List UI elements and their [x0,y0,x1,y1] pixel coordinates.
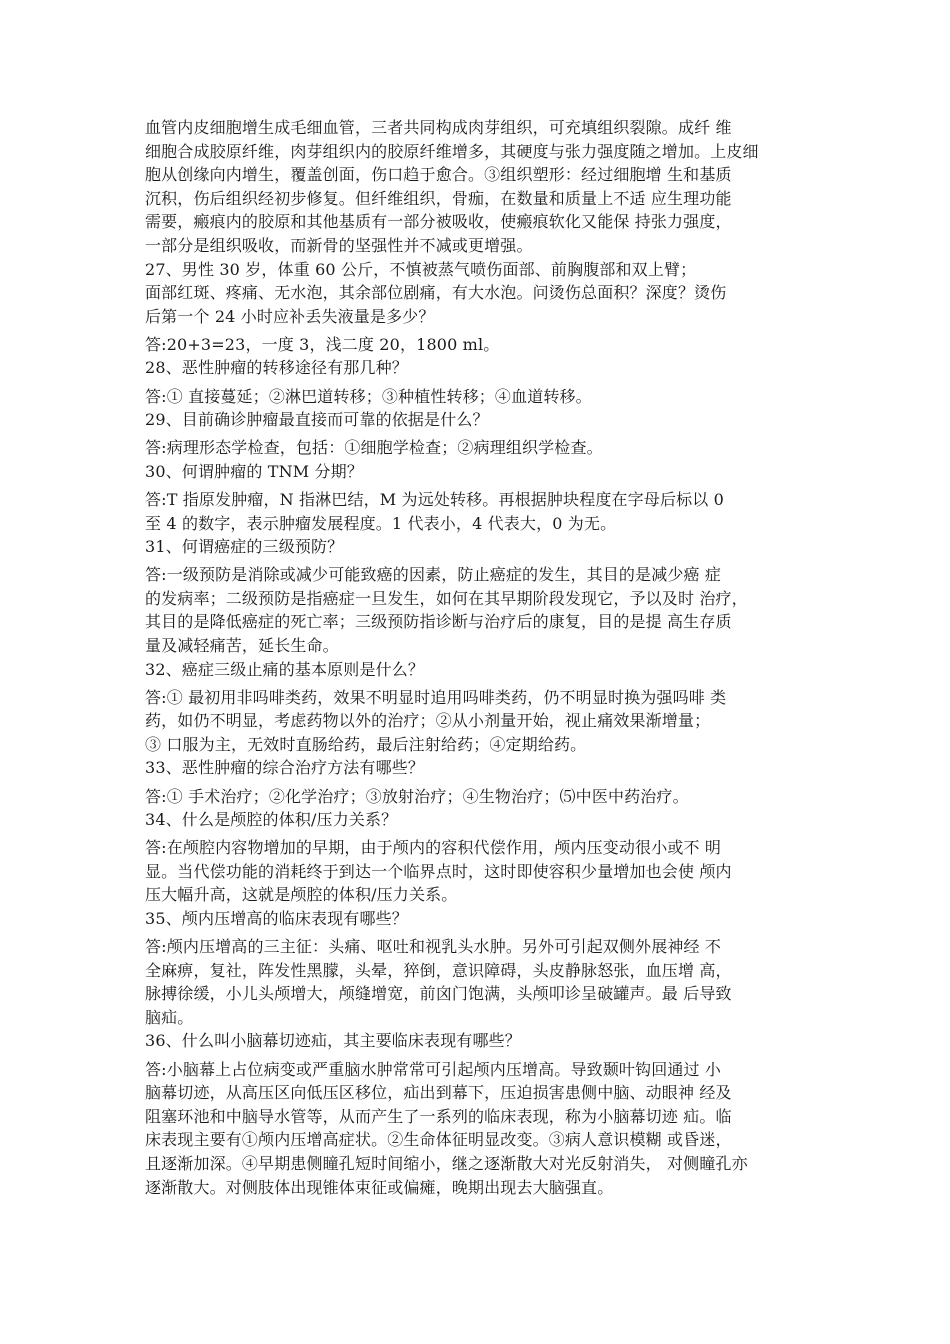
qa-item-27 [145,258,840,357]
answer-line: 至 4 的数字，表示肿瘤发展程度。1 代表小，4 代表大，0 为无。 [145,513,617,533]
answer-line: 全麻痹，复社，阵发性黑朦，头晕，猝倒，意识障碍，头皮静脉怒张，血压增 高， [145,960,732,980]
answer-line: 答:颅内压增高的三主征：头痛、呕吐和视乳头水肿。另外可引起双侧外展神经 不 [145,937,722,957]
answer-line: 脉搏徐缓，小儿头颅增大，颅缝增宽，前囟门饱满，头颅叩诊呈破罐声。最 后导致 [145,984,732,1004]
answer-28: 答:① 直接蔓延；②淋巴道转移；③种植性转移；④血道转移。 [145,386,592,406]
intro-paragraph [145,116,840,258]
answer-line: 脑疝。 [145,1007,194,1027]
text-line: 一部分是组织吸收，而新骨的坚强性并不减或更增强。 [145,235,533,255]
answer-line: 显。当代偿功能的消耗终于到达一个临界点时，这时即使容积少量增加也会使 颅内 [145,861,732,881]
question-36: 36、什么叫小脑幕切迹疝，其主要临床表现有哪些？ [145,1031,521,1051]
document-page [145,116,840,1199]
qa-item-36 [145,1029,840,1199]
qa-item-35 [145,907,840,1029]
answer-line: 答:一级预防是消除或减少可能致癌的因素，防止癌症的发生，其目的是减少癌 症 [145,565,722,585]
question-32: 32、癌症三级止痛的基本原则是什么？ [145,659,425,679]
qa-item-32 [145,658,840,757]
answer-line: 答:20+3=23，一度 3，浅二度 20，1800 ml。 [145,334,500,354]
qa-item-28 [145,356,840,408]
answer-line: 答:在颅腔内容物增加的早期，由于颅内的容积代偿作用，颅内压变动很小或不 明 [145,838,722,858]
question-34: 34、什么是颅腔的体积/压力关系？ [145,810,398,830]
qa-item-29 [145,408,840,460]
text-line: 细胞合成胶原纤维，肉芽组织内的胶原纤维增多，其硬度与张力强度随之增加。上皮细 [145,141,759,161]
answer-line: 答:T 指原发肿瘤，N 指淋巴结，M 为远处转移。再根据肿块程度在字母后标以 0 [145,489,724,509]
answer-line: 答:① 最初用非吗啡类药，效果不明显时追用吗啡类药，仍不明显时换为强吗啡 类 [145,687,727,707]
answer-line: 量及减轻痛苦，延长生命。 [145,635,339,655]
answer-line: 且逐渐加深。④早期患侧瞳孔短时间缩小，继之逐渐散大对光反射消失， 对侧瞳孔亦 [145,1153,748,1173]
answer-line: 逐渐散大。对侧肢体出现锥体束征或偏瘫，晚期出现去大脑强直。 [145,1177,614,1197]
text-line: 胞从创缘向内增生，覆盖创面，伤口趋于愈合。③组织塑形：经过细胞增 生和基质 [145,165,732,185]
question-33: 33、恶性肿瘤的综合治疗方法有哪些？ [145,758,425,778]
answer-line: 的发病率；二级预防是指癌症一旦发生，如何在其早期阶段发现它，予以及时 治疗， [145,588,748,608]
answer-line: 答:小脑幕上占位病变或严重脑水肿常常可引起颅内压增高。导致颞叶钩回通过 小 [145,1059,722,1079]
answer-line: 其目的是降低癌症的死亡率；三级预防指诊断与治疗后的康复，目的是提 高生存质 [145,612,732,632]
answer-line: 阻塞环池和中脑导水管等，从而产生了一系列的临床表现，称为小脑幕切迹 疝。临 [145,1106,732,1126]
answer-line: ③ 口服为主，无效时直肠给药，最后注射给药；④定期给药。 [145,734,587,754]
question-31: 31、何谓癌症的三级预防？ [145,537,344,557]
question-28: 28、恶性肿瘤的转移途径有那几种？ [145,358,408,378]
question-line: 后第一个 24 小时应补丢失液量是多少？ [145,306,435,326]
question-line: 面部红斑、疼痛、无水泡，其余部位剧痛，有大水泡。问烫伤总面积？深度？烫伤 [145,283,727,303]
question-29: 29、目前确诊肿瘤最直接而可靠的依据是什么？ [145,410,489,430]
answer-line: 药，如仍不明显，考虑药物以外的治疗；②从小剂量开始，视止痛效果渐增量； [145,711,711,731]
question-27 [145,258,840,329]
answer-line: 脑幕切迹，从高压区向低压区移位，疝出到幕下，压迫损害患侧中脑、动眼神 经及 [145,1083,732,1103]
answer-line: 床表现主要有①颅内压增高症状。②生命体征明显改变。③病人意识模糊 或昏迷， [145,1130,732,1150]
qa-item-31 [145,535,840,657]
answer-27 [145,333,840,357]
qa-item-33 [145,756,840,808]
question-30: 30、何谓肿瘤的 TNM 分期？ [145,461,363,481]
qa-item-34 [145,808,840,907]
text-line: 沉积，伤后组织经初步修复。但纤维组织，骨痂，在数量和质量上不适 应生理功能 [145,188,732,208]
answer-29: 答:病理形态学检查，包括：①细胞学检查；②病理组织学检查。 [145,438,603,458]
text-line: 血管内皮细胞增生成毛细血管，三者共同构成肉芽组织，可充填组织裂隙。成纤 维 [145,118,732,137]
answer-line: 压大幅升高，这就是颅腔的体积/压力关系。 [145,885,458,905]
qa-item-30 [145,460,840,535]
answer-33: 答:① 手术治疗；②化学治疗；③放射治疗；④生物治疗；⑸中医中药治疗。 [145,786,689,806]
text-line: 需要，瘢痕内的胶原和其他基质有一部分被吸收，使瘢痕软化又能保 持张力强度， [145,212,732,232]
question-line: 27、男性 30 岁，体重 60 公斤，不慎被蒸气喷伤面部、前胸腹部和双上臂； [145,259,697,279]
question-35: 35、颅内压增高的临床表现有哪些？ [145,909,408,928]
